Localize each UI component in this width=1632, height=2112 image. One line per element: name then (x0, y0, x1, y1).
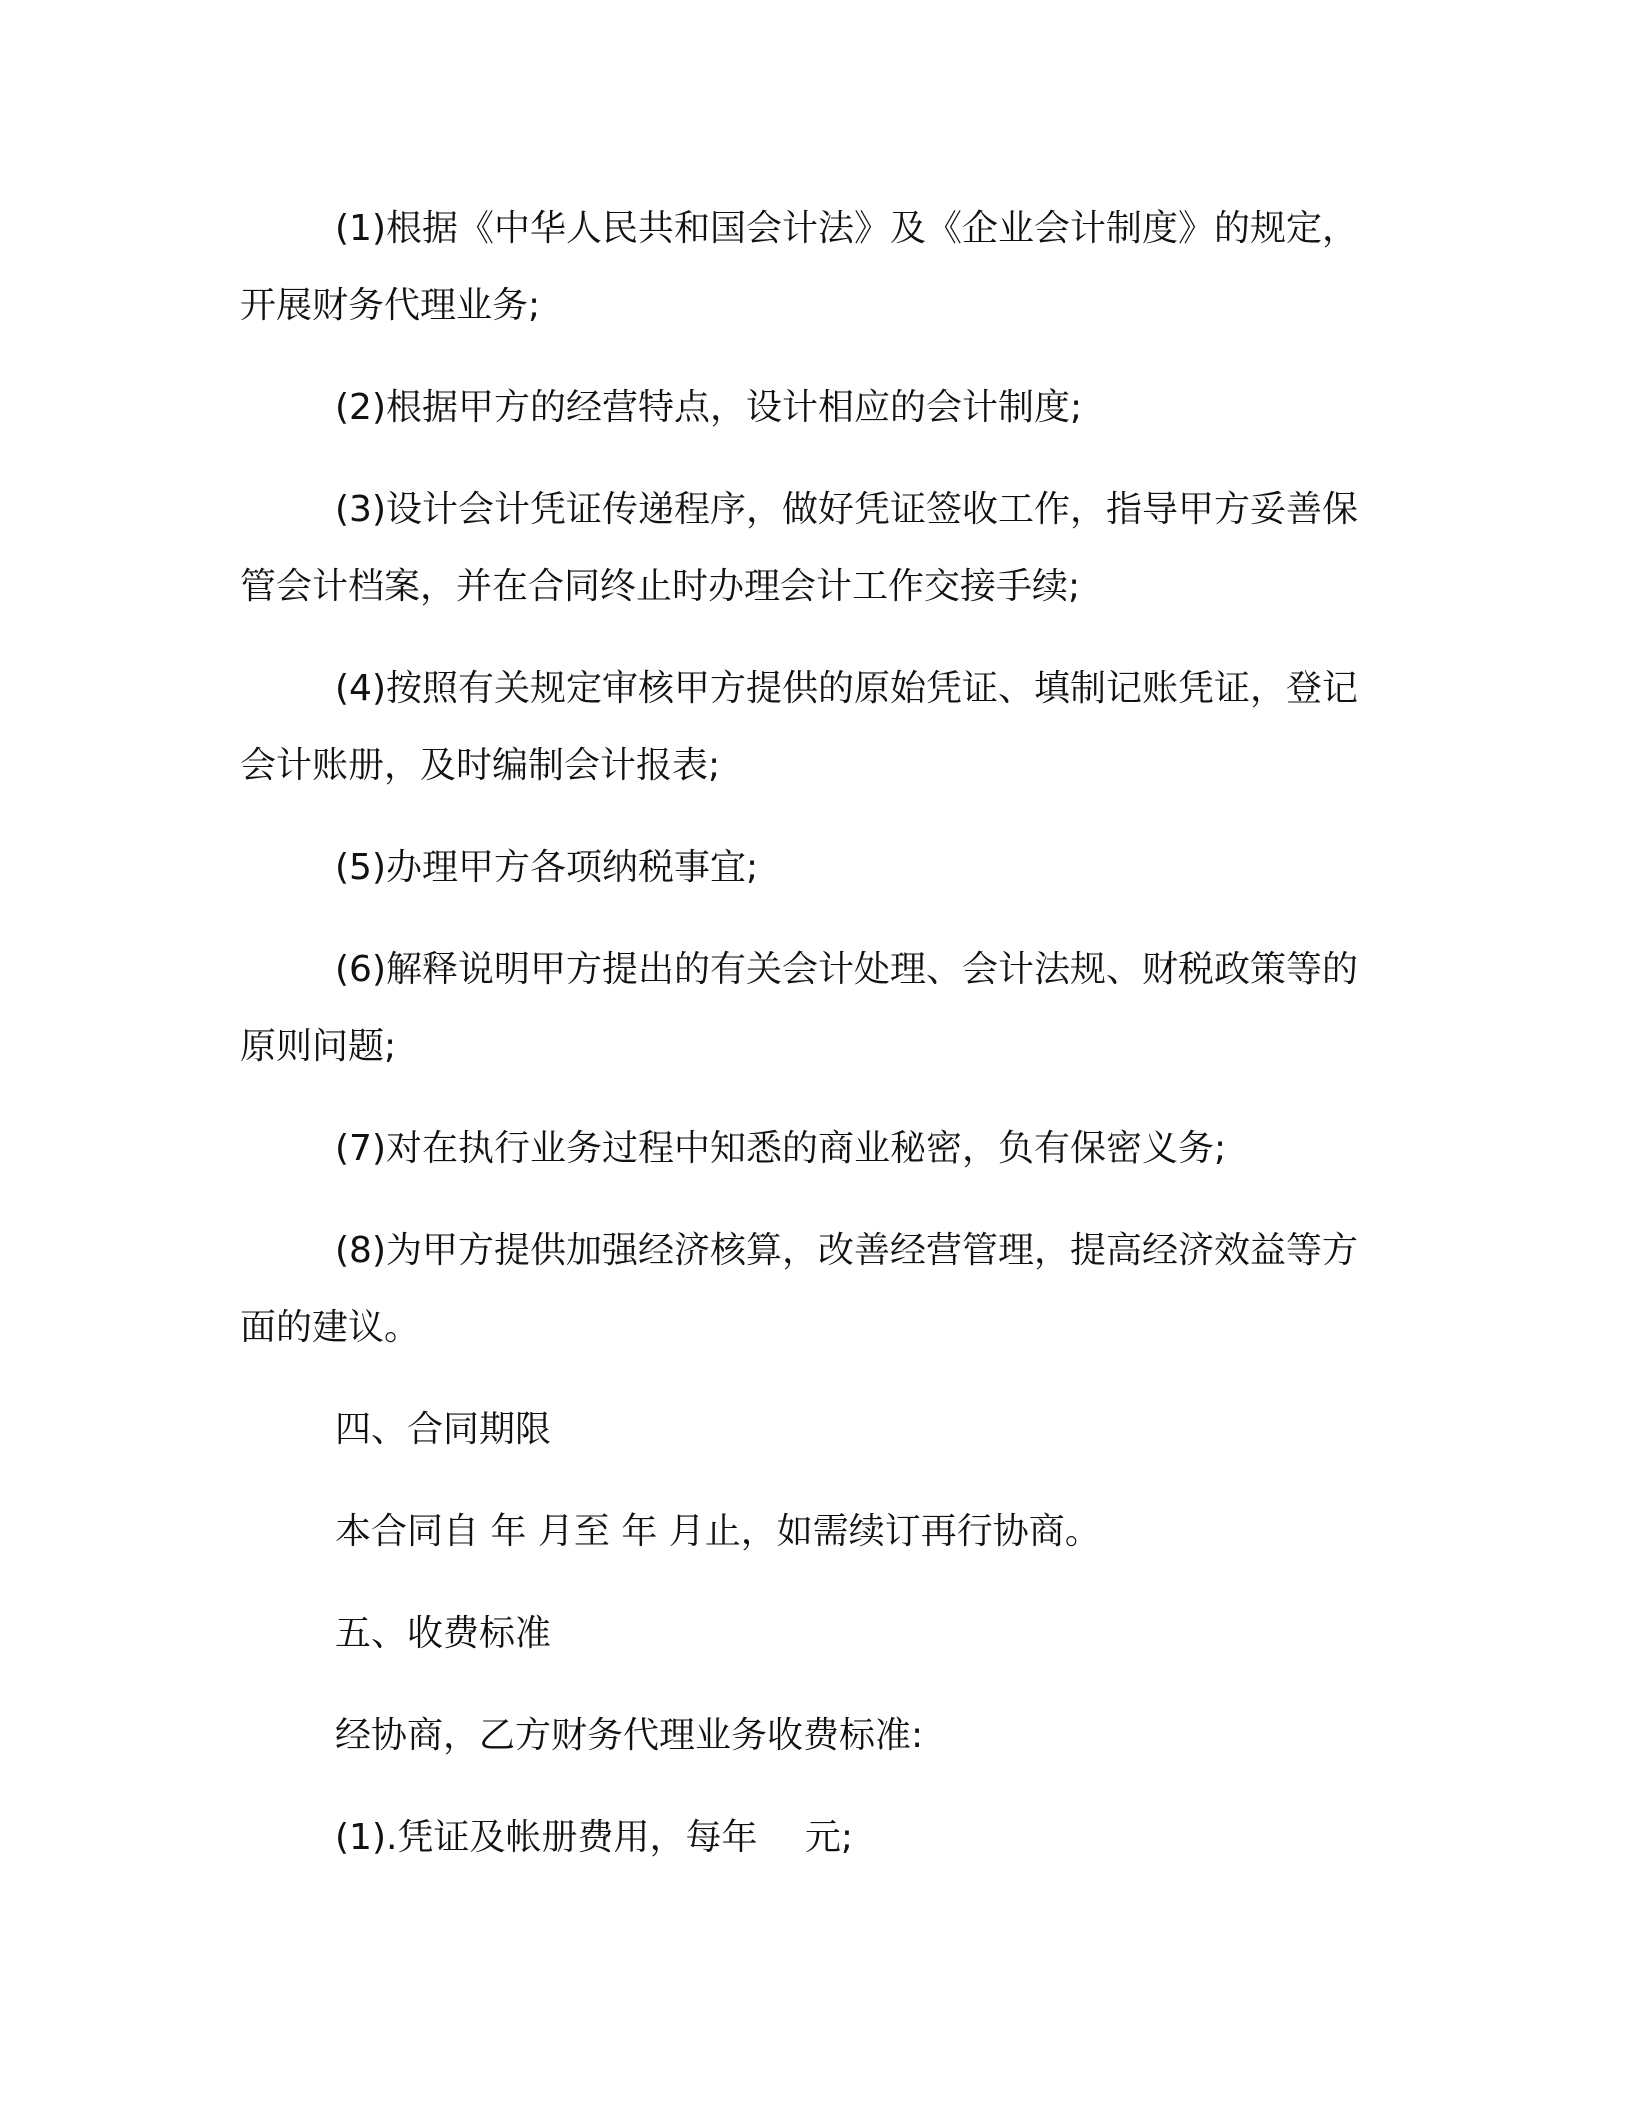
section-5-heading: 五、收费标准 (335, 1613, 552, 1654)
fee-item-1-paragraph: (1).凭证及帐册费用，每年 元; (335, 1817, 854, 1858)
clause-8-paragraph: (8)为甲方提供加强经济核算，改善经营管理，提高经济效益等方面的建议。 (240, 1230, 1358, 1348)
clause-3-paragraph: (3)设计会计凭证传递程序，做好凭证签收工作，指导甲方妥善保管会计档案，并在合同终止时办理会计工作交接手续; (240, 489, 1358, 607)
clause-6-paragraph: (6)解释说明甲方提出的有关会计处理、会计法规、财税政策等的原则问题; (240, 949, 1358, 1067)
clause-5-paragraph: (5)办理甲方各项纳税事宜; (335, 847, 759, 888)
clause-2-paragraph: (2)根据甲方的经营特点，设计相应的会计制度; (335, 387, 1083, 428)
clause-4-paragraph: (4)按照有关规定审核甲方提供的原始凭证、填制记账凭证，登记会计账册，及时编制会计报表; (240, 668, 1358, 786)
clause-1-paragraph: (1)根据《中华人民共和国会计法》及《企业会计制度》的规定，开展财务代理业务; (240, 208, 1358, 326)
fee-intro-paragraph: 经协商，乙方财务代理业务收费标准: (335, 1715, 924, 1756)
section-4-heading: 四、合同期限 (335, 1409, 552, 1450)
document-body (240, 190, 1392, 1876)
clause-7-paragraph: (7)对在执行业务过程中知悉的商业秘密，负有保密义务; (335, 1128, 1227, 1169)
contract-term-paragraph: 本合同自 年 月至 年 月止，如需续订再行协商。 (335, 1511, 1101, 1552)
